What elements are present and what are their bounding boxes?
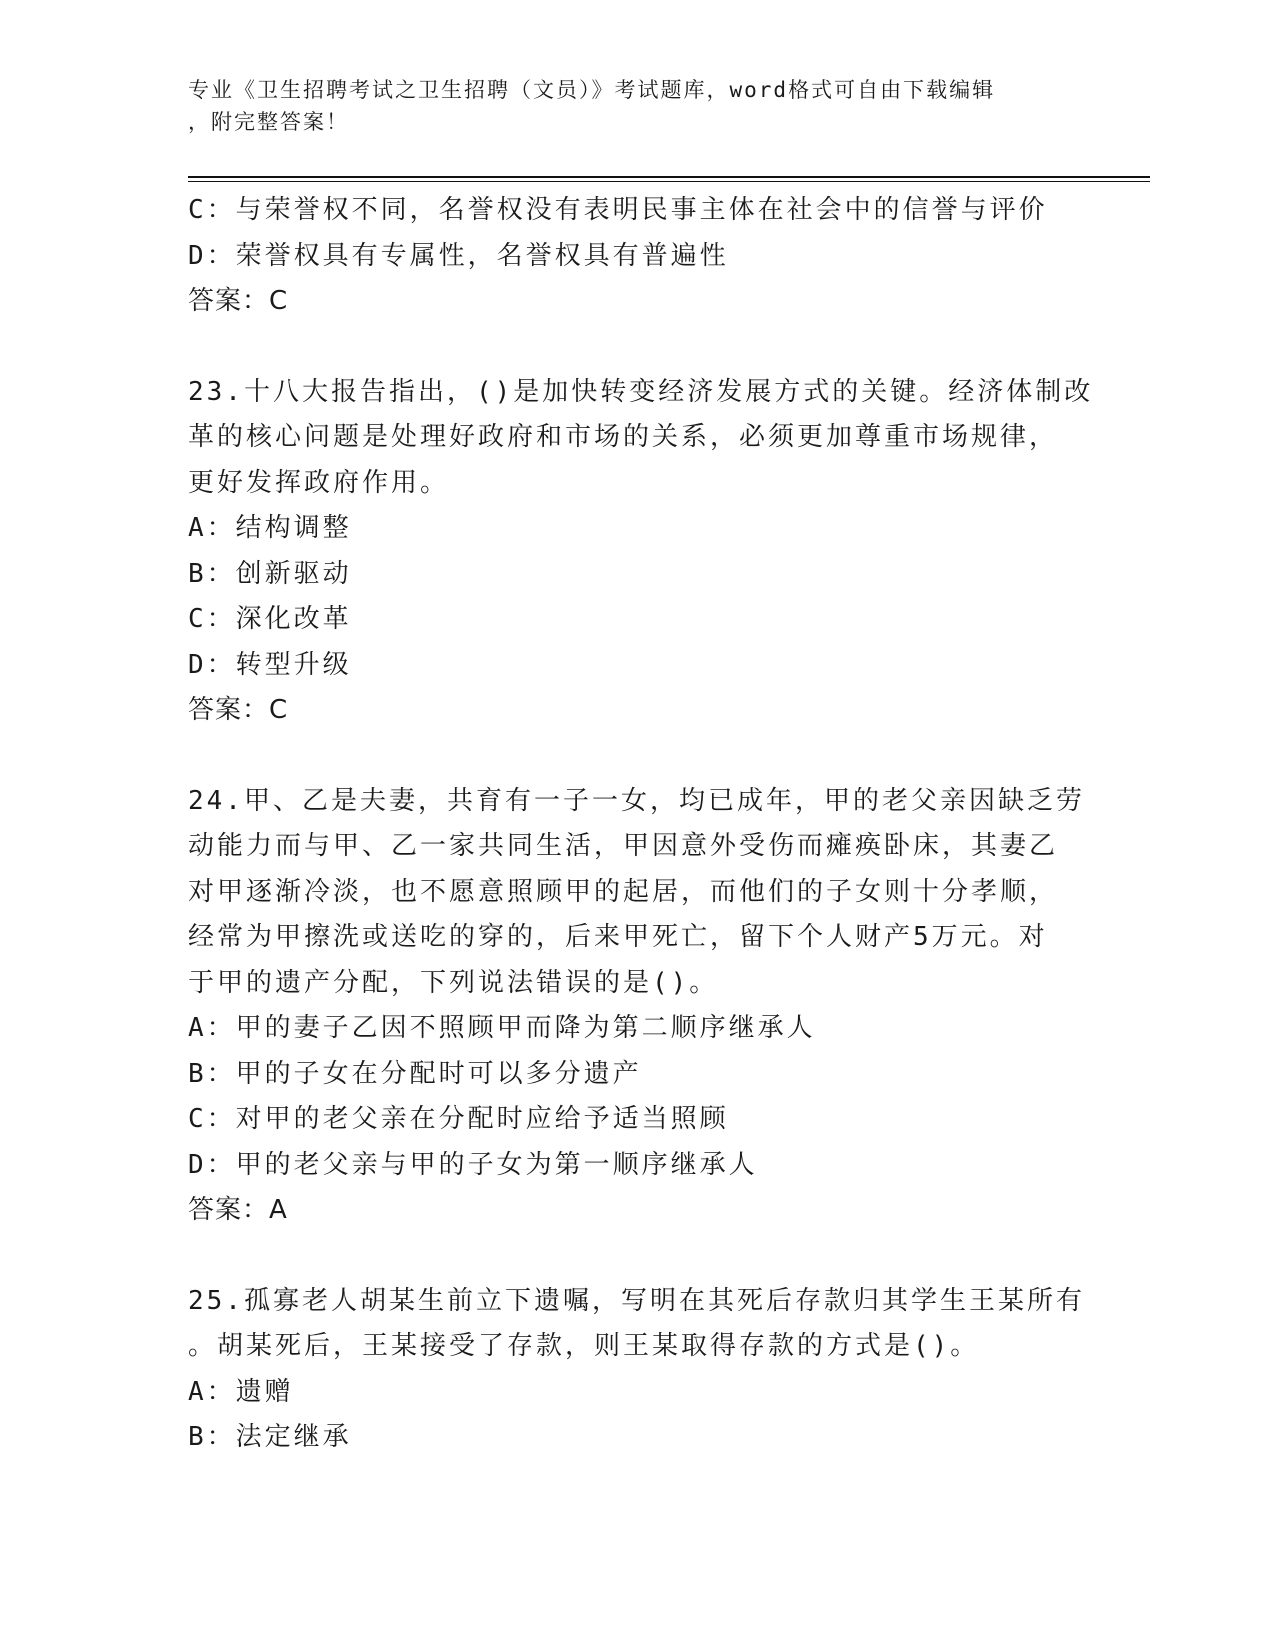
- question-text-line: 24.甲、乙是夫妻，共育有一子一女，均已成年，甲的老父亲因缺乏劳: [188, 785, 1085, 816]
- question-text-line: 于甲的遗产分配，下列说法错误的是()。: [188, 967, 719, 998]
- header-line-2: ，附完整答案！: [188, 110, 349, 134]
- header-line-1: 专业《卫生招聘考试之卫生招聘（文员）》考试题库，word格式可自由下载编辑: [188, 78, 996, 102]
- question-25: [188, 1279, 1085, 1461]
- question-text-line: 经常为甲擦洗或送吃的穿的，后来甲死亡，留下个人财产5万元。对: [188, 922, 1048, 952]
- option-c: C：深化改革: [188, 604, 352, 634]
- question-23: [188, 370, 1094, 734]
- answer: 答案：A: [188, 1195, 288, 1225]
- header-rule-thick: [188, 176, 1150, 178]
- option-a: A：甲的妻子乙因不照顾甲而降为第二顺序继承人: [188, 1013, 816, 1043]
- prev-question-tail: [188, 188, 1078, 325]
- question-text-line: 。胡某死后，王某接受了存款，则王某取得存款的方式是()。: [188, 1331, 980, 1361]
- question-text-line: 25.孤寡老人胡某生前立下遗嘱，写明在其死后存款归其学生王某所有: [188, 1285, 1085, 1316]
- option-c: C：与荣誉权不同，名誉权没有表明民事主体在社会中的信誉与评价: [188, 195, 1048, 225]
- spacer: [188, 325, 1078, 370]
- answer: 答案：C: [188, 695, 289, 725]
- question-text-line: 动能力而与甲、乙一家共同生活，甲因意外受伤而瘫痪卧床，其妻乙: [188, 831, 1059, 861]
- question-text-line: 对甲逐渐冷淡，也不愿意照顾甲的起居，而他们的子女则十分孝顺，: [188, 876, 1059, 907]
- header-rule-thin: [188, 181, 1150, 182]
- answer: 答案：C: [188, 286, 289, 316]
- question-24: [188, 779, 1085, 1234]
- option-d: D：甲的老父亲与甲的子女为第一顺序继承人: [188, 1149, 758, 1180]
- option-b: B：创新驱动: [188, 558, 352, 589]
- question-text-line: 更好发挥政府作用。: [188, 467, 450, 498]
- option-a: A：结构调整: [188, 513, 352, 543]
- option-a: A：遗赠: [188, 1376, 294, 1407]
- option-d: D：荣誉权具有专属性，名誉权具有普遍性: [188, 240, 729, 271]
- spacer: [188, 1234, 1078, 1279]
- question-text-line: 革的核心问题是处理好政府和市场的关系，必须更加尊重市场规律，: [188, 422, 1059, 452]
- option-d: D：转型升级: [188, 649, 352, 680]
- option-b: B：甲的子女在分配时可以多分遗产: [188, 1058, 642, 1089]
- spacer: [188, 734, 1078, 779]
- question-text-line: 23.十八大报告指出，()是加快转变经济发展方式的关键。经济体制改: [188, 376, 1094, 407]
- document-body: [188, 188, 1094, 1461]
- document-header: [188, 74, 1068, 138]
- option-c: C：对甲的老父亲在分配时应给予适当照顾: [188, 1104, 729, 1134]
- option-b: B：法定继承: [188, 1422, 352, 1452]
